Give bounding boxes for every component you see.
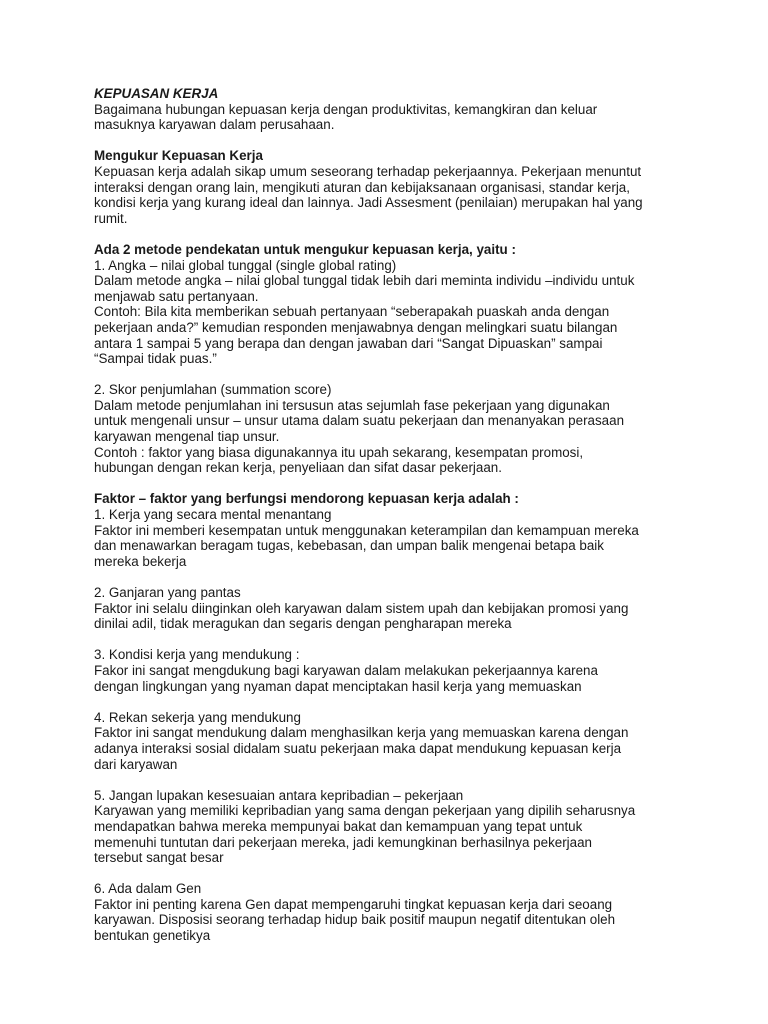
intro-line: masuknya karyawan dalam perusahaan. xyxy=(94,117,335,133)
paragraph-gap xyxy=(94,367,734,383)
factor1-line: mereka bekerja xyxy=(94,553,187,569)
factor4-line: Faktor ini sangat mendukung dalam menghasilkan kerja yang memuaskan karena dengan xyxy=(94,725,629,741)
method2-line: karyawan mengenal tiap unsur. xyxy=(94,429,280,445)
factor5-line: 5. Jangan lupakan kesesuaian antara kepribadian – pekerjaan xyxy=(94,787,464,803)
factor6-line: Faktor ini penting karena Gen dapat mempengaruhi tingkat kepuasan kerja dari seoang xyxy=(94,896,613,912)
section-heading-metode: Ada 2 metode pendekatan untuk mengukur kepuasan kerja, yaitu : xyxy=(94,241,516,257)
paragraph-line: rumit. xyxy=(94,210,128,226)
factor2-line: 2. Ganjaran yang pantas xyxy=(94,585,241,600)
method1-line: 1. Angka – nilai global tunggal (single global rating) xyxy=(94,257,397,273)
method1-line: “Sampai tidak puas.” xyxy=(94,351,217,367)
factor6-line: bentukan genetikya xyxy=(94,928,211,944)
paragraph-line: kondisi kerja yang kurang ideal dan lainnya. Jadi Assesment (penilaian) merupakan hal yang xyxy=(94,195,643,211)
method2-line: hubungan dengan rekan kerja, penyeliaan dan sifat dasar pekerjaan. xyxy=(94,460,502,476)
paragraph-gap xyxy=(94,133,734,149)
paragraph-line: interaksi dengan orang lain, mengikuti aturan dan kebijaksanaan organisasi, standar kerja, xyxy=(94,179,630,195)
document-page xyxy=(94,86,734,944)
method2-line: 2. Skor penjumlahan (summation score) xyxy=(94,382,332,398)
factor2-line: dinilai adil, tidak meragukan dan segaris dengan pengharapan mereka xyxy=(94,616,512,632)
factor4-line: 4. Rekan sekerja yang mendukung xyxy=(94,709,301,725)
method2-line: untuk mengenali unsur – unsur utama dalam suatu pekerjaan dan menanyakan perasaan xyxy=(94,413,625,429)
paragraph-gap xyxy=(94,866,734,882)
method2-line: Dalam metode penjumlahan ini tersusun atas sejumlah fase pekerjaan yang digunakan xyxy=(94,397,610,413)
method1-line: antara 1 sampai 5 yang berapa dan dengan jawaban dari “Sangat Dipuaskan” sampai xyxy=(94,335,603,351)
method1-line: pekerjaan anda?” kemudian responden menjawabnya dengan melingkari suatu bilangan xyxy=(94,319,618,335)
method1-line: Dalam metode angka – nilai global tunggal tidak lebih dari meminta individu –individu untuk xyxy=(94,273,635,289)
paragraph-gap xyxy=(94,632,734,648)
paragraph-line: Kepuasan kerja adalah sikap umum seseorang terhadap pekerjaannya. Pekerjaan menuntut xyxy=(94,163,642,179)
method1-line: menjawab satu pertanyaan. xyxy=(94,288,259,304)
paragraph-gap xyxy=(94,476,734,492)
factor1-line: Faktor ini memberi kesempatan untuk menggunakan keterampilan dan kemampuan mereka xyxy=(94,522,639,538)
factor3-line: 3. Kondisi kerja yang mendukung : xyxy=(94,647,300,663)
intro-line: Bagaimana hubungan kepuasan kerja dengan produktivitas, kemangkiran dan keluar xyxy=(94,101,598,117)
factor5-line: Karyawan yang memiliki kepribadian yang sama dengan pekerjaan yang dipilih seharusnya xyxy=(94,803,636,819)
factor6-line: karyawan. Disposisi seorang terhadap hidup baik positif maupun negatif ditentukan oleh xyxy=(94,912,616,928)
factor4-line: adanya interaksi sosial didalam suatu pekerjaan maka dapat mendukung kepuasan kerja xyxy=(94,740,622,756)
factor6-line: 6. Ada dalam Gen xyxy=(94,881,202,897)
document-title: KEPUASAN KERJA xyxy=(94,86,219,101)
section-heading-faktor: Faktor – faktor yang berfungsi mendorong kepuasan kerja adalah : xyxy=(94,491,519,507)
factor1-line: dan menawarkan beragam tugas, kebebasan, dan umpan balik mengenai betapa baik xyxy=(94,538,604,554)
paragraph-gap xyxy=(94,772,734,788)
factor5-line: mendapatkan bahwa mereka mempunyai bakat dan kemampuan yang tepat untuk xyxy=(94,818,583,834)
factor4-line: dari karyawan xyxy=(94,756,178,772)
factor1-line: 1. Kerja yang secara mental menantang xyxy=(94,507,332,523)
factor3-line: dengan lingkungan yang nyaman dapat menciptakan hasil kerja yang memuaskan xyxy=(94,678,582,694)
method2-line: Contoh : faktor yang biasa digunakannya itu upah sekarang, kesempatan promosi, xyxy=(94,444,584,460)
paragraph-gap xyxy=(94,694,734,710)
factor3-line: Fakor ini sangat mengdukung bagi karyawan dalam melakukan pekerjaannya karena xyxy=(94,662,598,678)
method1-line: Contoh: Bila kita memberikan sebuah pertanyaan “seberapakah puaskah anda dengan xyxy=(94,304,610,320)
factor5-line: tersebut sangat besar xyxy=(94,850,224,866)
factor5-line: memenuhi tuntutan dari pekerjaan mereka, jadi kemungkinan berhasilnya pekerjaan xyxy=(94,834,592,850)
section-heading-mengukur: Mengukur Kepuasan Kerja xyxy=(94,148,263,164)
paragraph-gap xyxy=(94,226,734,242)
factor2-line: Faktor ini selalu diinginkan oleh karyawan dalam sistem upah dan kebijakan promosi yang xyxy=(94,600,629,616)
paragraph-gap xyxy=(94,569,734,585)
